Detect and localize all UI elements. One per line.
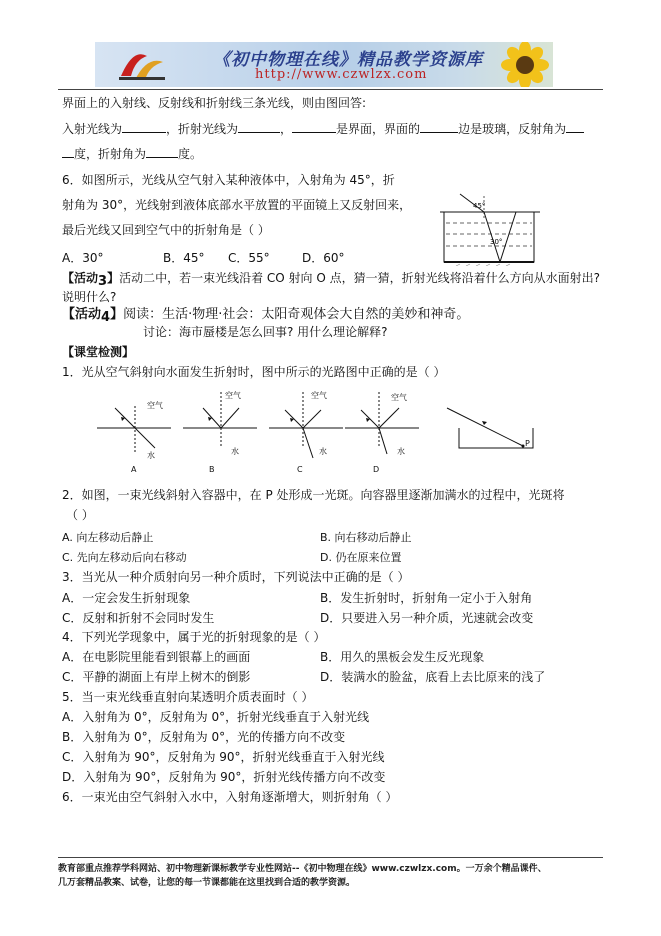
c1-figures (95, 388, 535, 476)
air-label: 空气 (311, 391, 327, 400)
c5-option-c[interactable]: C．入射角为 90°，反射角为 90°，折射光线垂直于入射光线 (62, 750, 385, 764)
banner-title: 《初中物理在线》精品教学资源库 (213, 50, 483, 70)
q6-angle-label: 45° (473, 202, 486, 210)
q6-option-d[interactable]: D．60° (302, 251, 345, 265)
c1-option-c-figure[interactable] (269, 390, 343, 474)
p-label: P (525, 439, 530, 448)
answer-blank[interactable] (292, 121, 336, 133)
c3-option-d[interactable]: D．只要进入另一种介质，光速就会改变 (320, 611, 534, 625)
activity4-label: 【活动$_4$】 (62, 307, 124, 325)
c2-stem: 2．如图，一束光线斜射入容器中，在 P 处形成一光斑。向容器里逐渐加满水的过程中，光斑将 (62, 488, 565, 502)
intro-text: 度。 (178, 147, 203, 161)
q6-reflected-ray (500, 212, 516, 262)
c1-option-a-figure[interactable] (97, 400, 171, 474)
activity3-line2: 说明什么? (62, 290, 117, 304)
answer-blank[interactable] (146, 146, 178, 158)
q6-line3: 最后光线又回到空气中的折射角是（ ） (62, 223, 270, 237)
c5-option-d[interactable]: D．入射角为 90°，反射角为 90°，折射光线传播方向不改变 (62, 770, 386, 784)
water-label: 水 (319, 447, 327, 456)
answer-blank[interactable] (238, 121, 280, 133)
c4-option-a[interactable]: A．在电影院里能看到银幕上的画面 (62, 650, 251, 664)
intro-text: ， (280, 122, 293, 136)
answer-blank[interactable] (62, 146, 74, 158)
c2-option-d[interactable]: D. 仍在原来位置 (320, 551, 402, 564)
c1-option-b-figure[interactable] (183, 390, 257, 474)
site-logo-icon (113, 46, 173, 84)
c1-option-d-figure[interactable] (345, 392, 419, 474)
c3-option-c[interactable]: C．反射和折射不会同时发生 (62, 611, 215, 625)
c2-container-figure (447, 408, 533, 448)
footer-line1: 教育部重点推荐学科网站、初中物理新课标教学专业性网站--《初中物理在线》www.czwlzx.com。一万余个精品课件、 (58, 864, 547, 874)
intro-line2 (62, 121, 584, 137)
activity3-label: 【活动$_3$】 (62, 271, 120, 289)
c4-option-c[interactable]: C．平静的湖面上有岸上树木的倒影 (62, 670, 251, 684)
intro-text: 是界面，界面的 (336, 122, 421, 136)
q6-line1: 6．如图所示，光线从空气射入某种液体中，入射角为 45°，折 (62, 173, 395, 187)
answer-blank[interactable] (122, 121, 166, 133)
header-banner (95, 42, 553, 87)
footer (58, 862, 618, 890)
c2-option-a[interactable]: A. 向左移动后静止 (62, 531, 154, 544)
q6-figure (440, 190, 540, 266)
q6-option-c[interactable]: C．55° (228, 251, 270, 265)
c1-label-c: C (297, 465, 303, 474)
banner-url[interactable]: http://www.czwlzx.com (255, 67, 428, 82)
c5-option-b[interactable]: B．入射角为 0°，反射角为 0°，光的传播方向不改变 (62, 730, 346, 744)
c2-option-b[interactable]: B. 向右移动后静止 (320, 531, 412, 544)
c3-stem: 3．当光从一种介质射向另一种介质时，下列说法中正确的是（ ） (62, 570, 410, 584)
c1-label-b: B (209, 465, 215, 474)
q6-line2: 射角为 30°，光线射到液体底部水平放置的平面镜上又反射回来， (62, 198, 412, 212)
c1-label-d: D (373, 465, 380, 474)
header-rule (58, 89, 603, 90)
section-title: 【课堂检测】 (62, 345, 135, 359)
water-label: 水 (397, 447, 405, 456)
c2-stem2: （ ） (66, 508, 94, 522)
footer-rule (58, 857, 603, 858)
activity4-text: 阅读：生活·物理·社会：太阳奇观体会大自然的美妙和神奇。 (123, 307, 470, 322)
intro-text: ，折射光线为 (166, 122, 239, 136)
c4-option-d[interactable]: D．装满水的脸盆，底看上去比原来的浅了 (320, 670, 546, 684)
activity4-line2: 讨论：海市蜃楼是怎么回事? 用什么理论解释? (143, 325, 388, 339)
answer-blank[interactable] (566, 121, 584, 133)
activity4-line1 (62, 307, 469, 325)
c4-stem: 4．下列光学现象中，属于光的折射现象的是（ ） (62, 630, 326, 644)
intro-text: 入射光线为 (62, 122, 123, 136)
c3-option-b[interactable]: B．发生折射时，折射角一定小于入射角 (320, 591, 533, 605)
water-label: 水 (147, 451, 155, 460)
intro-text: 度，折射角为 (74, 147, 147, 161)
q6-option-a[interactable]: A．30° (62, 251, 104, 265)
q6-angle-label: 30° (490, 238, 503, 246)
c3-option-a[interactable]: A．一定会发生折射现象 (62, 591, 191, 605)
c4-option-b[interactable]: B．用久的黑板会发生反光现象 (320, 650, 485, 664)
c2-option-c[interactable]: C. 先向左移动后向右移动 (62, 551, 187, 564)
air-label: 空气 (391, 393, 407, 402)
c1-label-a: A (131, 465, 137, 474)
sunflower-icon (495, 42, 553, 87)
c5-option-a[interactable]: A．入射角为 0°，反射角为 0°，折射光线垂直于入射光线 (62, 710, 370, 724)
footer-line2: 几万套精品教案、试卷，让您的每一节课都能在这里找到合适的教学资源。 (58, 878, 356, 888)
answer-blank[interactable] (420, 121, 458, 133)
air-label: 空气 (225, 391, 241, 400)
air-label: 空气 (147, 401, 163, 410)
intro-line3 (62, 146, 202, 162)
c1-stem: 1．光从空气斜射向水面发生折射时，图中所示的光路图中正确的是（ ） (62, 365, 446, 379)
c5-stem: 5．当一束光线垂直射向某透明介质表面时（ ） (62, 690, 314, 704)
intro-text: 边是玻璃，反射角为 (458, 122, 567, 136)
intro-line1: 界面上的入射线、反射线和折射线三条光线，则由图回答: (62, 96, 367, 110)
q6-refracted-ray (484, 212, 503, 262)
activity3-line1 (62, 271, 600, 289)
water-label: 水 (231, 447, 239, 456)
q6-option-b[interactable]: B．45° (163, 251, 205, 265)
c6-stem: 6．一束光由空气斜射入水中，入射角逐渐增大，则折射角（ ） (62, 790, 398, 804)
activity3-text: 活动二中，若一束光线沿着 CO 射向 O 点，猜一猜，折射光线将沿着什么方向从水面射出? (119, 271, 600, 285)
